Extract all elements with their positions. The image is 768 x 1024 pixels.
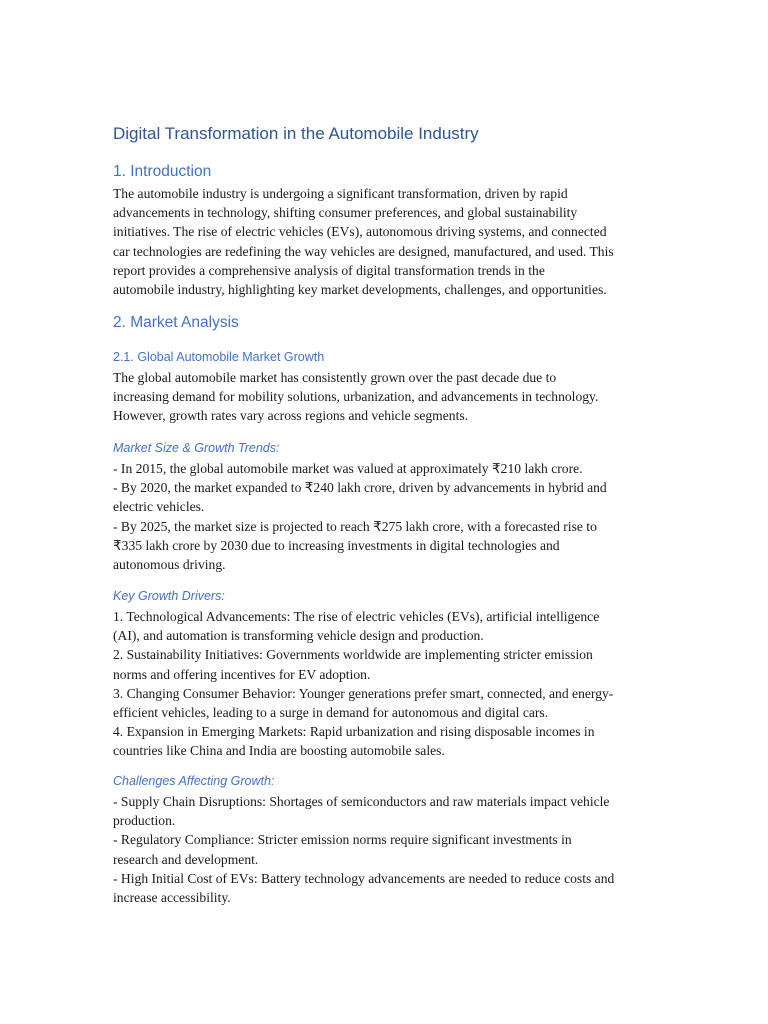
list-item: (AI), and automation is transforming vehicle design and production. bbox=[113, 628, 484, 644]
global-growth-heading: 2.1. Global Automobile Market Growth bbox=[113, 350, 325, 364]
paragraph-line: However, growth rates vary across regions and vehicle segments. bbox=[113, 408, 469, 424]
paragraph-line: increasing demand for mobility solutions, urbanization, and advancements in technology. bbox=[113, 389, 599, 405]
list-item: - By 2020, the market expanded to ₹240 lakh crore, driven by advancements in hybrid and bbox=[113, 480, 607, 496]
market-size-list bbox=[113, 459, 658, 574]
paragraph-line: advancements in technology, shifting consumer preferences, and global sustainability bbox=[113, 205, 578, 221]
list-item: - High Initial Cost of EVs: Battery technology advancements are needed to reduce costs and bbox=[113, 870, 615, 886]
market-size-heading: Market Size & Growth Trends: bbox=[113, 441, 280, 455]
list-item: 1. Technological Advancements: The rise of electric vehicles (EVs), artificial intelligence bbox=[113, 609, 600, 624]
list-item: countries like China and India are boosting automobile sales. bbox=[113, 743, 445, 759]
list-item: increase accessibility. bbox=[113, 889, 231, 905]
introduction-paragraph bbox=[113, 184, 658, 299]
document-title: Digital Transformation in the Automobile Industry bbox=[113, 124, 479, 143]
list-item: 3. Changing Consumer Behavior: Younger generations prefer smart, connected, and energy- bbox=[113, 685, 614, 701]
growth-drivers-heading: Key Growth Drivers: bbox=[113, 589, 225, 603]
list-item: - By 2025, the market size is projected to reach ₹275 lakh crore, with a forecasted rise to bbox=[113, 518, 597, 534]
list-item: efficient vehicles, leading to a surge in demand for autonomous and digital cars. bbox=[113, 704, 549, 720]
list-item: research and development. bbox=[113, 851, 259, 867]
list-item: electric vehicles. bbox=[113, 499, 205, 515]
global-growth-paragraph bbox=[113, 368, 658, 426]
challenges-list bbox=[113, 792, 658, 907]
paragraph-line: initiatives. The rise of electric vehicles (EVs), autonomous driving systems, and connected bbox=[113, 224, 607, 240]
paragraph-line: report provides a comprehensive analysis of digital transformation trends in the bbox=[113, 262, 545, 278]
paragraph-line: automobile industry, highlighting key market developments, challenges, and opportunities. bbox=[113, 281, 607, 297]
list-item: production. bbox=[113, 813, 176, 829]
list-item: - Supply Chain Disruptions: Shortages of semiconductors and raw materials impact vehicle bbox=[113, 794, 610, 809]
list-item: - Regulatory Compliance: Stricter emission norms require significant investments in bbox=[113, 832, 572, 848]
introduction-heading: 1. Introduction bbox=[113, 163, 212, 180]
list-item: norms and offering incentives for EV adoption. bbox=[113, 666, 371, 682]
growth-drivers-list bbox=[113, 607, 658, 761]
paragraph-line: The global automobile market has consistently grown over the past decade due to bbox=[113, 370, 557, 385]
list-item: autonomous driving. bbox=[113, 556, 226, 572]
list-item: ₹335 lakh crore by 2030 due to increasing investments in digital technologies and bbox=[113, 537, 560, 553]
paragraph-line: car technologies are redefining the way vehicles are designed, manufactured, and used. This bbox=[113, 243, 614, 259]
market-analysis-heading: 2. Market Analysis bbox=[113, 314, 239, 331]
challenges-heading: Challenges Affecting Growth: bbox=[113, 774, 275, 788]
list-item: - In 2015, the global automobile market was valued at approximately ₹210 lakh crore. bbox=[113, 461, 583, 476]
paragraph-line: The automobile industry is undergoing a significant transformation, driven by rapid bbox=[113, 186, 568, 201]
list-item: 2. Sustainability Initiatives: Governments worldwide are implementing stricter emission bbox=[113, 647, 593, 663]
list-item: 4. Expansion in Emerging Markets: Rapid urbanization and rising disposable incomes in bbox=[113, 724, 595, 740]
